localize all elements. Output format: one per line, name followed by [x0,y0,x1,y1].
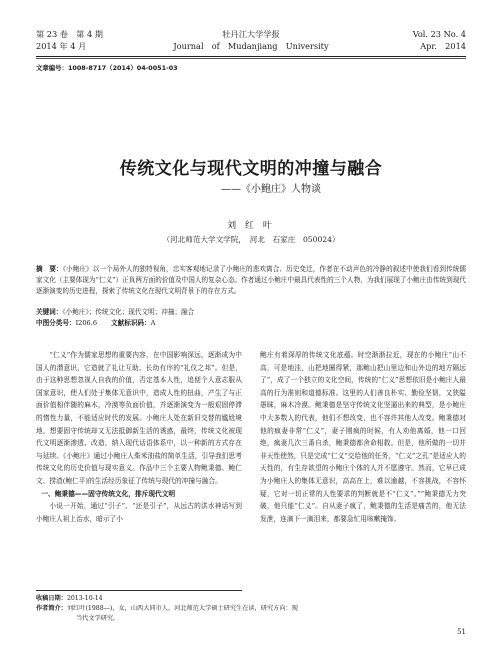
keywords [36,307,194,317]
body-column-right [260,349,466,525]
classification-value: I206.6 [75,319,98,327]
section-heading: 一、鲍秉德——固守传统文化，排斥现代文明 [41,489,176,498]
body-column-left [36,349,242,525]
article-subtitle: ——《小鲍庄》人物谈 [221,184,321,195]
classification-label: 中图分类号： [36,319,76,327]
footnote [36,594,416,624]
abstract [36,264,466,297]
page-number: 51 [457,628,466,636]
footnote-author-cont: 当代文学研究。 [76,615,120,622]
keywords-text: 《小鲍庄》；传统文化；现代文明；冲撞；融合 [62,308,195,316]
classification [36,318,155,328]
footnote-rule [36,590,242,591]
author-name: 刘 红 叶 [227,221,275,231]
abstract-text: 《小鲍庄》以一个局外人的独特视角，忠实客观地记录了小鲍庄的悲欢离合、历史变迁，作者在不动声色的冷静的叙述中使我们看到传统儒家文化（主要体现为“仁义”）正負两方面的价值及中国人的复杂心态。作者通过小鲍庄中最具代表性的三个人物，为我们展现了小鲍庄由传统到现代逐渐演变的历史进程，探索了传统文化在现代文明背景下的存在方式。 [36,265,466,295]
author-affiliation: （河北师范大学文学院， 河北 石家庄 050024） [162,235,340,244]
keywords-label: 关键词： [36,308,63,316]
body-paragraph: 鲍庄有着深厚的传统文化底蕴。时空渐渐拉近，现在的小鲍庄“山不高，可是地洼，山把地圈得紧，那鲍山把山里边和山外边的地方隔远了”，成了一个独立的文化空间，传统的“仁义”思想依旧是小鲍庄人最高的行为准则和道德标准。这里的人们善良朴实、勤俭坚韧，又狭隘愚昧，麻木冷漠。鲍秉德是坚守传统文化坚逼出来的典型，是小鲍庄中大多数人的代表，他们不想改变，也不容许其他人改变。鲍秉德对他的疯妻非常“仁义”，妻子刚疯的时候，有人劝他离婚，他一口回绝，疯妻几次三番自杀，鲍秉德都舍命相救。但是，他所做的一切并非天性使然，只是完成“仁义”交给他的任务，“仁义”之孔“是适应人的天性的，有生存欲望的小鲍庄个体的人并不愿遵守。然而，它早已成为小鲍庄人的集体无意识，高高在上，难以逾越，不容挑战，不容怀疑，它对一切正常的人性要求的判断就是不“仁义”。”“鲍秉德无力突破，他只能“仁义”。自从妻子疯了，鲍秉德的生活是痛苦的，他无法发泄，连滴下一滴泪来，都要急忙用咳嗽掩饰。 [260,351,466,523]
header-rule-thin [36,58,466,59]
body-paragraph: 小说一开始，通过“引子”、“还是引子”，从远古的洪水神话写到小鲍庄人祖上治水，暗示了小 [36,502,242,523]
header-journal: 牡丹江大学学报 Journal of Mudanjiang University [173,29,329,51]
running-header [36,28,466,52]
header-volume: 第 23 卷 第 4 期 2014 年 4 月 [36,29,103,51]
footnote-received: 收稿日期：2013-10-14 [36,595,103,602]
header-issue: Vol. 23 No. 4 Apr. 2014 [412,29,466,51]
doc-code-label: 文献标识码： [111,319,151,327]
header-rule [36,56,466,57]
doc-code-value: A [150,319,156,327]
body-paragraph: “仁义”作为儒家思想的重要内容，在中国影响深远，逐渐成为中国人的潜意识，它造就了礼让互助、长幼有序的“礼仪之邦”。但是，由于这种思想忽视人自我的价值，否定基本人性，追便个人意志服从国家意识，使人们处于集体无意识中，造成人性的扭曲，产生了与正面价值相伴随的麻木，冷漠等负面价值，并逐渐演变为一般艰固停滞的惰性力量，不能适应时代的发展。小鲍庄人处在新旧交替的尴尬境地，想要固守传统却又无法抵御新生活的诱惑，最终，传统文化被现代文明逐渐渗透、改造，纳入现代话语体系中，以一种新的方式存在与延续。《小鲍庄》通过小鲍庄人柴米油盐的简单生活，引导我们思考传统文化的历史价值与现实意义。作品中三个主要人物鲍秉德、鲍仁文、捞渣(鲍仁平)的生活经历象征了传统与现代的冲撞与融合。 [36,351,242,485]
abstract-label: 摘 要： [36,265,63,273]
footnote-author: 作者简介：刘红叶(1988—)，女，山西大同市人，河北师范大学硕士研究生在读，研究方向：现 [36,605,298,612]
article-title: 传统文化与现代文明的冲撞与融合 [119,159,383,179]
article-number: 文章编号：1008-8717（2014）04-0051-03 [36,64,178,72]
